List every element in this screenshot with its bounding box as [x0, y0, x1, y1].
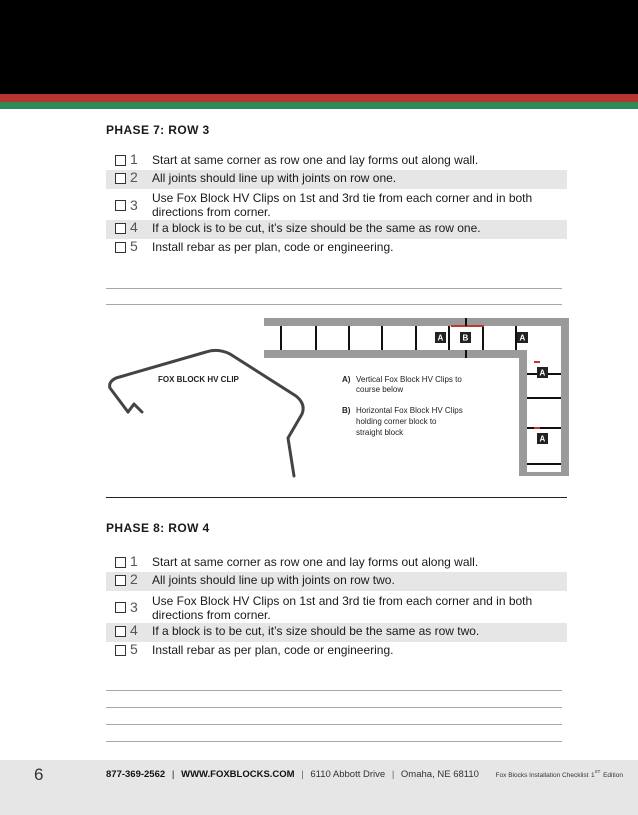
clip-label: FOX BLOCK HV CLIP — [158, 375, 239, 384]
checklist-item — [106, 591, 567, 623]
checklist-item — [106, 189, 567, 220]
note-line — [106, 707, 562, 708]
wall-side-inner — [519, 350, 527, 476]
item-text: Install rebar as per plan, code or engineering. — [152, 240, 394, 254]
footer-edition-num: 1 — [591, 772, 595, 780]
item-text: Start at same corner as row one and lay forms out along wall. — [152, 153, 479, 167]
legend-a-key: A) — [342, 375, 351, 384]
footer-website[interactable]: WWW.FOXBLOCKS.COM — [181, 769, 295, 781]
legend-b-line2: holding corner block to — [356, 417, 437, 426]
item-number: 2 — [130, 169, 138, 185]
item-text: All joints should line up with joints on row one. — [152, 171, 397, 185]
item-number: 5 — [130, 238, 138, 254]
legend-a-line2: course below — [356, 385, 404, 394]
checkbox[interactable] — [115, 173, 126, 184]
item-number: 1 — [130, 553, 138, 569]
checklist-item — [106, 152, 567, 170]
wall-top-inner — [264, 350, 526, 358]
item-number: 4 — [130, 622, 138, 638]
checkbox[interactable] — [115, 575, 126, 586]
item-text: If a block is to be cut, it’s size should be the same as row one. — [152, 221, 481, 235]
checkbox[interactable] — [115, 626, 126, 637]
note-line — [106, 690, 562, 691]
footer-contact — [106, 769, 623, 780]
legend-a-line1: Vertical Fox Block HV Clips to — [356, 375, 462, 384]
item-text: All joints should line up with joints on row two. — [152, 573, 395, 587]
footer-doc-title: Fox Blocks Installation Checklist — [495, 772, 589, 780]
page-number: 6 — [34, 765, 44, 784]
phase8-checklist — [106, 554, 567, 660]
footer-city: Omaha, NE 68110 — [400, 769, 479, 781]
checklist-item — [106, 623, 567, 642]
section-divider — [106, 497, 567, 498]
footer-phone: 877-369-2562 — [106, 769, 166, 781]
legend-b-key: B) — [342, 406, 351, 415]
marker-b-label: B — [462, 333, 469, 343]
footer-divider: | — [391, 769, 395, 781]
footer-edition-word: Edition — [603, 772, 623, 780]
item-number: 2 — [130, 571, 138, 587]
phase7-heading: PHASE 7: ROW 3 — [106, 123, 210, 137]
marker-a-label: A — [539, 434, 546, 444]
phase8-heading: PHASE 8: ROW 4 — [106, 521, 210, 535]
horizontal-ties — [281, 326, 516, 350]
checkbox[interactable] — [115, 602, 126, 613]
item-text: Start at same corner as row one and lay forms out along wall. — [152, 555, 479, 569]
checklist-item — [106, 239, 567, 257]
marker-a-label: A — [539, 368, 546, 378]
header-green-stripe — [0, 102, 638, 109]
checkbox[interactable] — [115, 645, 126, 656]
item-text: Use Fox Block HV Clips on 1st and 3rd tie from each corner and in both directions from corner. — [152, 191, 533, 219]
footer-divider: | — [301, 769, 304, 781]
footer-edition-sup: ST — [594, 769, 601, 774]
checklist-item — [106, 642, 567, 660]
legend-b-line1: Horizontal Fox Block HV Clips — [356, 406, 463, 415]
phase7-checklist — [106, 152, 567, 257]
hv-clip-wire-illustration — [110, 350, 304, 476]
header-black-band — [0, 0, 638, 94]
header-red-stripe — [0, 94, 638, 102]
item-text: Use Fox Block HV Clips on 1st and 3rd tie from each corner and in both directions from corner. — [152, 593, 533, 622]
checkbox[interactable] — [115, 155, 126, 166]
item-number: 5 — [130, 641, 138, 657]
checkbox[interactable] — [115, 242, 126, 253]
footer-address: 6110 Abbott Drive — [310, 769, 386, 781]
vertical-ties — [527, 374, 561, 464]
note-line — [106, 304, 562, 305]
checklist-item — [106, 554, 567, 572]
item-text: Install rebar as per plan, code or engineering. — [152, 643, 394, 657]
note-line — [106, 741, 562, 742]
marker-a-label: A — [519, 333, 526, 343]
checkbox[interactable] — [115, 200, 126, 211]
item-number: 3 — [130, 196, 138, 213]
item-text: If a block is to be cut, it’s size should be the same as row two. — [152, 624, 480, 638]
checklist-item — [106, 220, 567, 239]
hv-clip-diagram — [106, 316, 570, 482]
wall-top-outer — [264, 318, 569, 326]
note-line — [106, 724, 562, 725]
checkbox[interactable] — [115, 223, 126, 234]
item-number: 1 — [130, 151, 138, 167]
item-number: 4 — [130, 219, 138, 235]
legend-b-line3: straight block — [356, 428, 404, 437]
checklist-item — [106, 572, 567, 591]
footer-divider: | — [171, 769, 175, 781]
marker-a-label: A — [437, 333, 444, 343]
checklist-item — [106, 170, 567, 189]
note-line — [106, 288, 562, 289]
wall-side-outer — [561, 318, 569, 476]
wall-bottom — [519, 472, 569, 476]
checkbox[interactable] — [115, 557, 126, 568]
item-number: 3 — [130, 599, 138, 615]
